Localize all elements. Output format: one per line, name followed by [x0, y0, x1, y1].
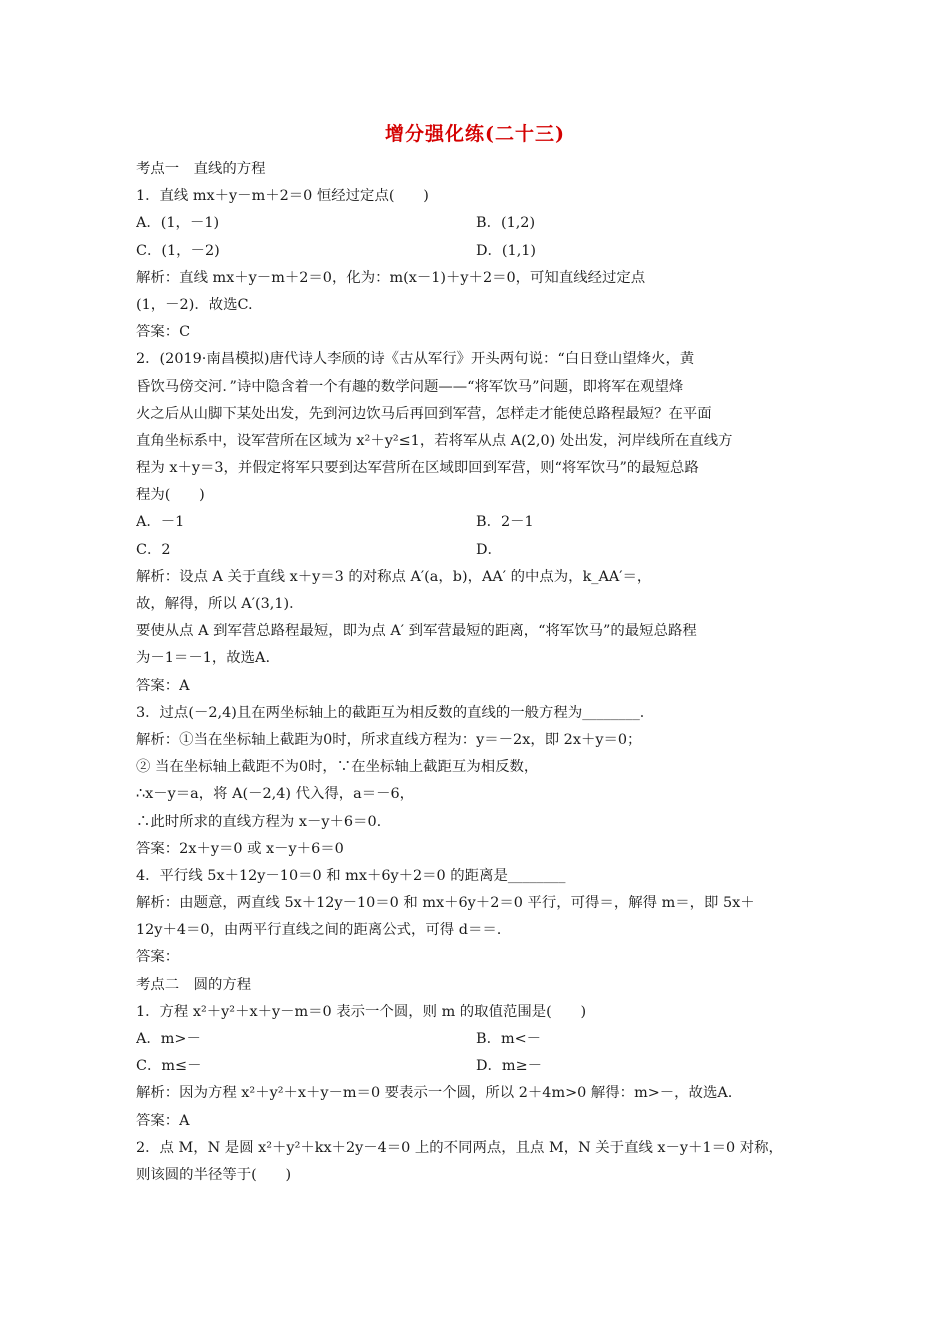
solution-text: 12y＋4＝0，由两平行直线之间的距离公式，可得 d＝＝.	[136, 922, 502, 939]
answer-text: 答案：C	[136, 324, 191, 341]
option-b: B．(1,2)	[476, 215, 536, 232]
question-text: 程为( )	[136, 487, 205, 504]
question-text: 昏饮马傍交河．”诗中隐含着一个有趣的数学问题——“将军饮马”问题，即将军在观望烽	[136, 378, 684, 395]
option-c: C．2	[136, 541, 171, 558]
option-b: B．m<－	[476, 1031, 542, 1047]
answer-text: 答案：A	[136, 1112, 190, 1129]
question-text: 1．直线 mx＋y－m＋2＝0 恒经过定点( )	[136, 188, 429, 205]
solution-text: 故，解得，所以 A′(3,1)．	[136, 596, 304, 612]
section-heading: 考点一 直线的方程	[136, 161, 266, 177]
option-row	[136, 238, 816, 265]
question-text: 3．过点(－2,4)且在两坐标轴上的截距互为相反数的直线的一般方程为________．	[136, 704, 655, 721]
section-heading: 考点二 圆的方程	[136, 976, 252, 993]
solution-text: ∴此时所求的直线方程为 x－y＋6＝0.	[136, 813, 382, 830]
option-row	[136, 537, 816, 564]
question-text: 4．平行线 5x＋12y－10＝0 和 mx＋6y＋2＝0 的距离是________	[136, 867, 566, 884]
question-text: 则该圆的半径等于( )	[136, 1166, 292, 1183]
solution-text: 解析：因为方程 x²＋y²＋x＋y－m＝0 要表示一个圆，所以 2＋4m>0 解得：m>－，故选A.	[136, 1085, 733, 1102]
answer-text: 答案：2x＋y＝0 或 x－y＋6＝0	[136, 840, 344, 857]
option-d: D．(1,1)	[476, 242, 537, 259]
option-c: C．m≤－	[136, 1058, 202, 1075]
solution-text: ② 当在坐标轴上截距不为0时，∵在坐标轴上截距互为相反数，	[136, 759, 539, 776]
option-row	[136, 1053, 816, 1080]
option-c: C．(1，－2)	[136, 242, 220, 259]
solution-text: 解析：设点 A 关于直线 x＋y＝3 的对称点 A′(a，b)，AA′ 的中点为，k_AA′＝，	[136, 568, 652, 585]
question-text: 火之后从山脚下某处出发，先到河边饮马后再回到军营，怎样走才能使总路程最短？在平面	[136, 405, 712, 422]
solution-text: 解析：①当在坐标轴上截距为0时，所求直线方程为：y＝－2x，即 2x＋y＝0；	[136, 731, 642, 748]
option-row	[136, 1026, 816, 1053]
solution-text: (1，－2)．故选C.	[136, 296, 253, 313]
option-a: A．m>－	[136, 1031, 201, 1047]
document-body	[136, 156, 816, 1189]
solution-text: ∴x－y＝a，将 A(－2,4) 代入得，a＝－6，	[136, 786, 415, 803]
option-d: D．m≥－	[476, 1058, 543, 1075]
option-b: B．2－1	[476, 514, 534, 531]
question-text: 1．方程 x²＋y²＋x＋y－m＝0 表示一个圆，则 m 的取值范围是( )	[136, 1003, 587, 1020]
solution-text: 为－1＝－1，故选A.	[136, 650, 271, 667]
solution-text: 解析：直线 mx＋y－m＋2＝0，化为：m(x－1)＋y＋2＝0，可知直线经过定点	[136, 269, 646, 286]
page-title: 增分强化练(二十三)	[385, 123, 565, 145]
answer-text: 答案：A	[136, 677, 190, 694]
solution-text: 解析：由题意，两直线 5x＋12y－10＝0 和 mx＋6y＋2＝0 平行，可得＝，解得 m＝，即 5x＋	[136, 895, 755, 912]
question-text: 直角坐标系中，设军营所在区域为 x²＋y²≤1，若将军从点 A(2,0) 处出发，河岸线所在直线方	[136, 432, 733, 449]
option-row	[136, 509, 816, 536]
question-text: 2．点 M，N 是圆 x²＋y²＋kx＋2y－4＝0 上的不同两点，且点 M，N 关于直线 x－y＋1＝0 对称，	[136, 1139, 783, 1156]
question-text: 2．(2019·南昌模拟)唐代诗人李颀的诗《古从军行》开头两句说：“白日登山望烽火，黄	[136, 351, 695, 368]
question-text: 程为 x＋y＝3，并假定将军只要到达军营所在区域即回到军营，则“将军饮马”的最短总路	[136, 460, 699, 477]
option-a: A．(1，－1)	[136, 215, 220, 232]
answer-text: 答案：	[136, 949, 180, 966]
option-a: A．－1	[136, 514, 185, 531]
option-row	[136, 210, 816, 237]
option-d: D．	[476, 541, 502, 558]
solution-text: 要使从点 A 到军营总路程最短，即为点 A′ 到军营最短的距离，“将军饮马”的最短总路程	[136, 623, 697, 640]
